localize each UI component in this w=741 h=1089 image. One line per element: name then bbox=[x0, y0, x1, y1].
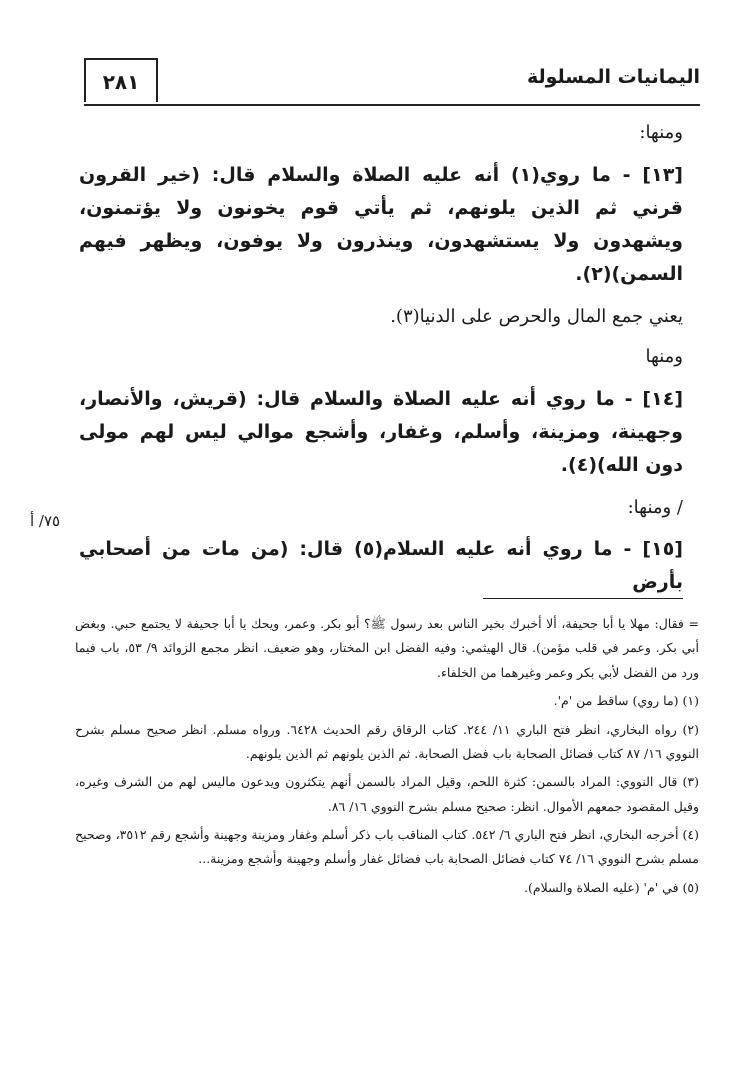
hadith-15: [١٥] - ما روي أنه عليه السلام(٥) قال: (من مات من أصحابي بأرض bbox=[79, 538, 683, 594]
footnotes bbox=[75, 612, 699, 904]
section-intro: / ومنها: bbox=[627, 496, 683, 518]
footnote-1: (١) (ما روي) ساقط من 'م'. bbox=[553, 693, 699, 709]
hadith-13: [١٣] - ما روي(١) أنه عليه الصلاة والسلام قال: (خير القرون قرني ثم الذين يلونهم، ثم يأتي قوم يخونون ولا يؤتمنون، ويشهدون ولا يستشهدون، وينذرون ولا يوفون، ويظهر فيهم السمن)(٢). bbox=[79, 163, 683, 286]
page-number: ٢٨١ bbox=[84, 58, 158, 102]
margin-folio-note: ٧٥/ أ bbox=[30, 512, 61, 530]
hadith-13-explanation: يعني جمع المال والحرص على الدنيا(٣). bbox=[390, 305, 683, 327]
footnote-continuation: = فقال: مهلا يا أبا جحيفة، ألا أخبرك بخير الناس بعد رسول ﷺ؟ أبو بكر. وعمر، ويحك يا أبا جحيفة لا يجتمع حبي. وبغض أبي بكر. وعمر في قلب مؤمن). قال الهيثمي: وفيه الفضل ابن المختار، وهو ضعيف. انظر مجمع الزوائد ٩/ ٥٣، باب فيما ورد من الفضل لأبي بكر وعمر وغيرهما من الخلفاء. bbox=[75, 616, 700, 680]
section-intro: ومنها bbox=[645, 346, 683, 368]
footnote-divider bbox=[483, 598, 683, 599]
footnote-2: (٢) رواه البخاري، انظر فتح الباري ١١/ ٢٤٤. كتاب الرقاق رقم الحديث ٦٤٢٨. ورواه مسلم. انظر صحيح مسلم بشرح النووي ١٦/ ٨٧ كتاب فضائل الصحابة باب فضل الصحابة. ثم الذين يلونهم ثم الذين يلونهم. bbox=[75, 721, 700, 761]
footnote-4: (٤) أخرجه البخاري، انظر فتح الباري ٦/ ٥٤٢. كتاب المناقب باب ذكر أسلم وغفار ومزينة وجهينة وأشجع رقم ٣٥١٢، وصحيح مسلم بشرح النووي ١٦/ ٧٤ كتاب فضائل الصحابة باب فضائل غفار وأسلم وجهينة وأشجع ومزينة... bbox=[75, 827, 699, 867]
section-intro: ومنها: bbox=[639, 122, 683, 143]
page-header bbox=[84, 58, 700, 106]
hadith-14: [١٤] - ما روي أنه عليه الصلاة والسلام قال: (قريش، والأنصار، وجهينة، ومزينة، وأسلم، وغفار، وأشجع موالي ليس لهم مولى دون الله)(٤). bbox=[79, 387, 683, 477]
running-title: اليمانيات المسلولة bbox=[526, 66, 700, 88]
main-text bbox=[79, 118, 683, 610]
footnote-3: (٣) قال النووي: المراد بالسمن: كثرة اللحم، وقيل المراد بالسمن أنهم يتكثرون ويدعون ماليس لهم من الشرف وغيره، وقيل المقصود جمعهم الأموال. انظر: صحيح مسلم بشرح النووي ١٦/ ٨٦. bbox=[75, 774, 699, 814]
footnote-5: (٥) في 'م' (عليه الصلاة والسلام). bbox=[524, 879, 699, 895]
